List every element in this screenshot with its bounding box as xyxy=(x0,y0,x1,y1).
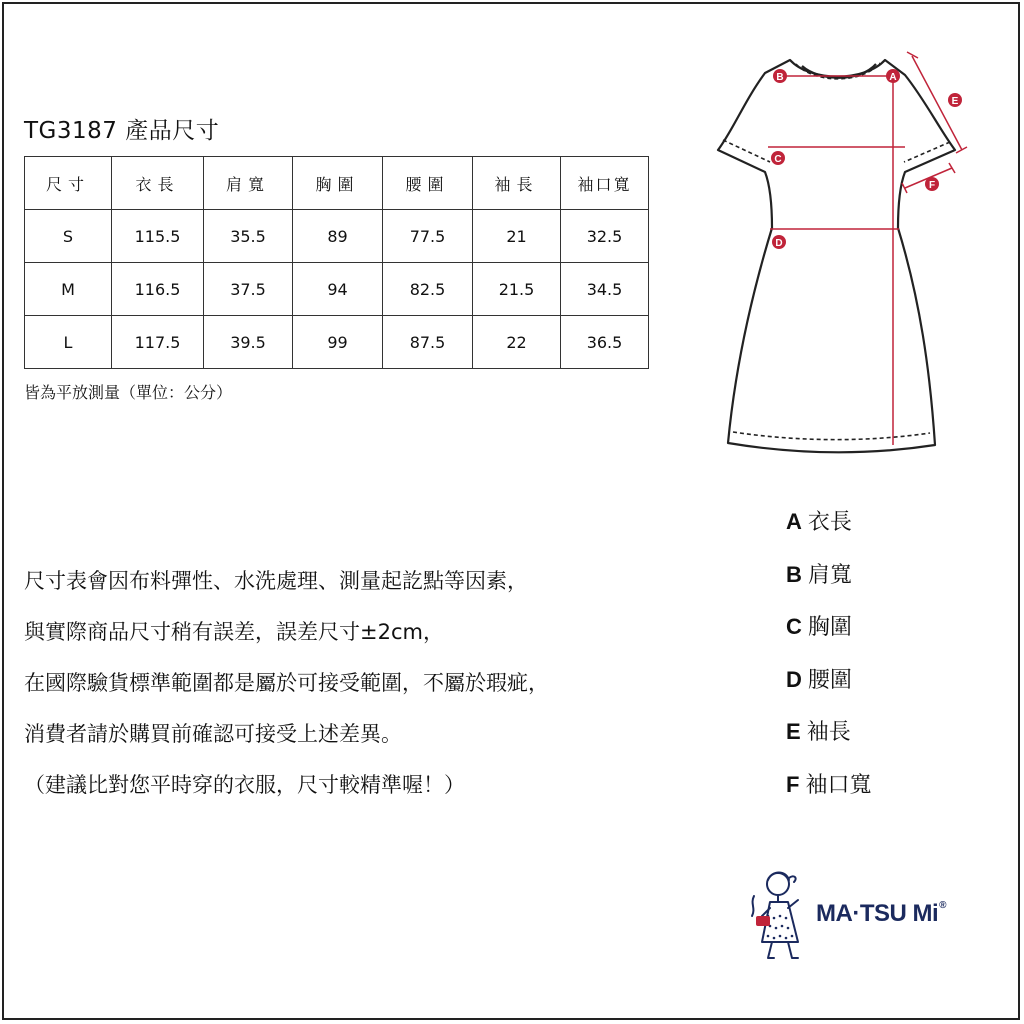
disclaimer-line: 與實際商品尺寸稍有誤差，誤差尺寸±2cm， xyxy=(24,620,444,644)
measurement-legend xyxy=(786,496,871,811)
header-cell: 袖口寬 xyxy=(561,157,649,210)
size-cell: M xyxy=(25,263,112,316)
value-cell: 22 xyxy=(473,316,561,369)
marker-c-label: C xyxy=(774,154,782,165)
legend-item xyxy=(786,759,871,812)
value-cell: 117.5 xyxy=(112,316,204,369)
marker-e-label: E xyxy=(951,96,959,107)
marker-b xyxy=(773,69,787,83)
legend-key: F xyxy=(786,771,800,797)
marker-f xyxy=(925,177,939,191)
legend-label: 衣長 xyxy=(807,510,852,535)
header-cell: 衣長 xyxy=(112,157,204,210)
table-header-row xyxy=(25,157,649,210)
legend-item xyxy=(786,601,871,654)
legend-item xyxy=(786,496,871,549)
disclaimer-line: 在國際驗貨標準範圍都是屬於可接受範圍，不屬於瑕疵， xyxy=(24,671,549,695)
legend-label: 袖口寬 xyxy=(805,772,872,798)
marker-b-label: B xyxy=(776,72,784,83)
legend-item xyxy=(786,706,871,759)
value-cell: 94 xyxy=(293,263,383,316)
value-cell: 34.5 xyxy=(561,263,649,316)
header-cell: 腰圍 xyxy=(383,157,473,210)
value-cell: 39.5 xyxy=(204,316,293,369)
brand-mascot-logo xyxy=(748,866,818,966)
value-cell: 115.5 xyxy=(112,210,204,263)
header-cell: 胸圍 xyxy=(293,157,383,210)
size-cell: L xyxy=(25,316,112,369)
size-disclaimer xyxy=(24,556,549,811)
disclaimer-line: 消費者請於購買前確認可接受上述差異。 xyxy=(24,722,402,746)
marker-c xyxy=(771,151,785,165)
legend-label: 袖長 xyxy=(806,720,851,745)
dress-outline xyxy=(718,60,955,452)
table-row xyxy=(25,210,649,263)
brand-wordmark xyxy=(816,900,946,928)
size-table xyxy=(24,156,649,369)
legend-label: 腰圍 xyxy=(807,667,852,693)
marker-a-label: A xyxy=(889,72,897,83)
table-row xyxy=(25,316,649,369)
value-cell: 21 xyxy=(473,210,561,263)
value-cell: 87.5 xyxy=(383,316,473,369)
legend-item xyxy=(786,549,871,602)
marker-d xyxy=(772,235,786,249)
legend-key: B xyxy=(786,561,802,587)
value-cell: 99 xyxy=(293,316,383,369)
size-cell: S xyxy=(25,210,112,263)
header-cell: 肩寬 xyxy=(204,157,293,210)
disclaimer-line: （建議比對您平時穿的衣服，尺寸較精準喔！） xyxy=(24,773,465,797)
dress-diagram xyxy=(700,40,970,460)
legend-key: A xyxy=(786,509,802,534)
brand-name: MA·TSU Mi xyxy=(816,900,939,927)
marker-d-label: D xyxy=(775,238,783,249)
header-cell: 袖長 xyxy=(473,157,561,210)
value-cell: 32.5 xyxy=(561,210,649,263)
marker-e xyxy=(948,93,962,107)
registered-mark: ® xyxy=(939,900,947,911)
table-row xyxy=(25,263,649,316)
measurement-note: 皆為平放測量（單位：公分） xyxy=(24,383,233,402)
value-cell: 77.5 xyxy=(383,210,473,263)
value-cell: 82.5 xyxy=(383,263,473,316)
legend-key: E xyxy=(786,719,801,744)
value-cell: 89 xyxy=(293,210,383,263)
value-cell: 36.5 xyxy=(561,316,649,369)
legend-label: 胸圍 xyxy=(807,615,852,640)
measurement-lines xyxy=(768,52,967,445)
value-cell: 116.5 xyxy=(112,263,204,316)
legend-item xyxy=(786,654,871,707)
value-cell: 35.5 xyxy=(204,210,293,263)
value-cell: 37.5 xyxy=(204,263,293,316)
legend-label: 肩寬 xyxy=(807,562,852,588)
legend-key: D xyxy=(786,666,802,692)
header-cell: 尺寸 xyxy=(25,157,112,210)
legend-key: C xyxy=(786,614,802,639)
dress-stitching xyxy=(723,63,950,440)
value-cell: 21.5 xyxy=(473,263,561,316)
marker-f-label: F xyxy=(928,180,936,191)
product-size-title: TG3187 產品尺寸 xyxy=(24,118,220,144)
marker-a xyxy=(886,69,900,83)
disclaimer-line: 尺寸表會因布料彈性、水洗處理、測量起訖點等因素， xyxy=(24,569,528,593)
